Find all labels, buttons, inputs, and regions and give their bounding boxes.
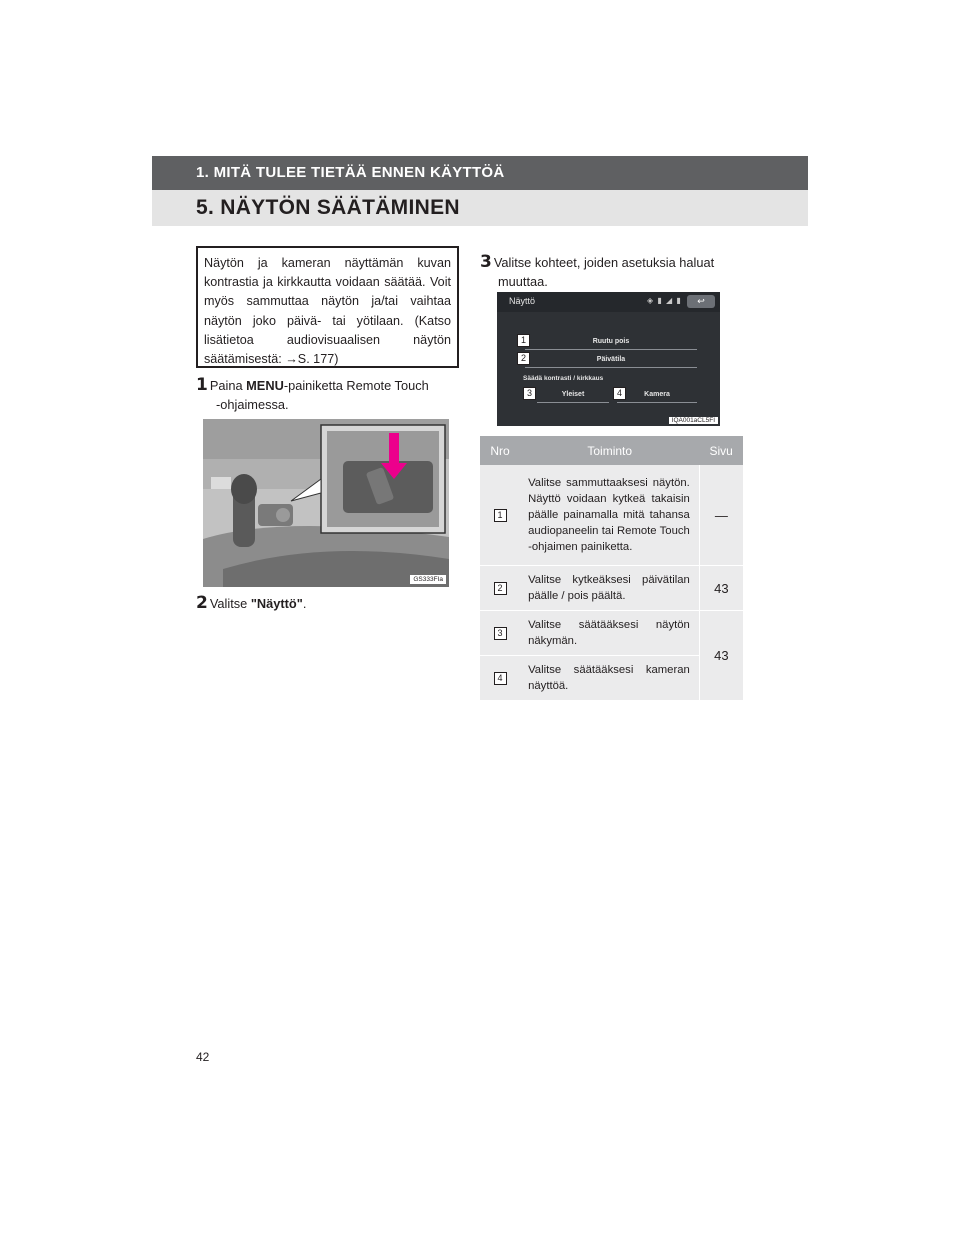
page-number: 42 <box>196 1050 210 1064</box>
display-screen-figure <box>497 292 720 426</box>
step-number: 2 <box>196 593 208 613</box>
row-page: 43 <box>699 611 743 701</box>
figure-code: IQA001aCL5FI <box>669 417 718 424</box>
step-keyword: "Näyttö" <box>250 596 303 611</box>
row-number <box>480 611 520 656</box>
step-1 <box>196 376 466 414</box>
step-text-cont: -ohjaimessa. <box>216 397 289 412</box>
intro-box: Näytön ja kameran näyttämän kuvan kontrastia ja kirkkautta voidaan säätää. Voit myös sammuttaa näytön ja/tai vaihtaa näytön joko päivä- tai yötilaan. (Katso lisätietoa audiovisuaalisen näytön säätämisestä: →S. 177) <box>196 246 459 368</box>
row-number <box>480 566 520 611</box>
number-box: 4 <box>494 672 507 685</box>
table-row <box>480 566 743 611</box>
day-mode-button[interactable]: Päivätila <box>525 353 697 368</box>
table-row <box>480 465 743 566</box>
step-number: 3 <box>480 252 492 272</box>
step-text: . <box>302 596 307 611</box>
row-page: — <box>699 465 743 566</box>
row-number <box>480 465 520 566</box>
screen-title: Näyttö <box>509 296 536 306</box>
console-illustration <box>203 419 449 587</box>
marker-2: 2 <box>517 352 530 365</box>
function-table <box>480 436 743 700</box>
step-text: Valitse kohteet, joiden asetuksia haluat <box>493 255 715 270</box>
remote-touch-photo <box>203 419 449 587</box>
row-number <box>480 656 520 701</box>
step-text-cont: muuttaa. <box>498 274 548 289</box>
step-keyword: MENU <box>246 378 284 393</box>
step-text: -painiketta Remote Touch <box>283 378 429 393</box>
table-header <box>480 436 743 465</box>
step-text: Paina <box>209 378 247 393</box>
step-2 <box>196 594 466 613</box>
step-3 <box>480 253 746 291</box>
number-box: 1 <box>494 509 507 522</box>
page-title: 5. NÄYTÖN SÄÄTÄMINEN <box>152 190 808 226</box>
screen-titlebar <box>497 292 720 312</box>
status-icons: ◈ ▮ ◢ ▮ <box>647 296 682 305</box>
col-header-page: Sivu <box>699 436 743 465</box>
camera-button[interactable]: Kamera <box>617 388 697 403</box>
contrast-subheading: Säädä kontrasti / kirkkaus <box>523 375 604 382</box>
col-header-function: Toiminto <box>520 436 699 465</box>
row-page: 43 <box>699 566 743 611</box>
row-description: Valitse säätääksesi kameran näyttöä. <box>520 656 699 701</box>
table-row <box>480 611 743 656</box>
step-number: 1 <box>196 375 208 395</box>
marker-4: 4 <box>613 387 626 400</box>
number-box: 2 <box>494 582 507 595</box>
marker-1: 1 <box>517 334 530 347</box>
screen-off-button[interactable]: Ruutu pois <box>525 335 697 350</box>
marker-3: 3 <box>523 387 536 400</box>
back-icon[interactable]: ↩ <box>687 295 715 308</box>
section-header: 1. MITÄ TULEE TIETÄÄ ENNEN KÄYTTÖÄ <box>152 156 808 190</box>
col-header-nro: Nro <box>480 436 520 465</box>
step-text: Valitse <box>209 596 251 611</box>
general-button[interactable]: Yleiset <box>537 388 609 403</box>
figure-code: GS333FIa <box>410 575 446 584</box>
row-description: Valitse sammuttaaksesi näytön. Näyttö voidaan kytkeä takaisin päälle painamalla mitä tahansa audiopaneelin tai Remote Touch -ohjaimen painiketta. <box>520 465 699 566</box>
row-description: Valitse säätääksesi näytön näkymän. <box>520 611 699 656</box>
number-box: 3 <box>494 627 507 640</box>
row-description: Valitse kytkeäksesi päivätilan päälle / pois päältä. <box>520 566 699 611</box>
